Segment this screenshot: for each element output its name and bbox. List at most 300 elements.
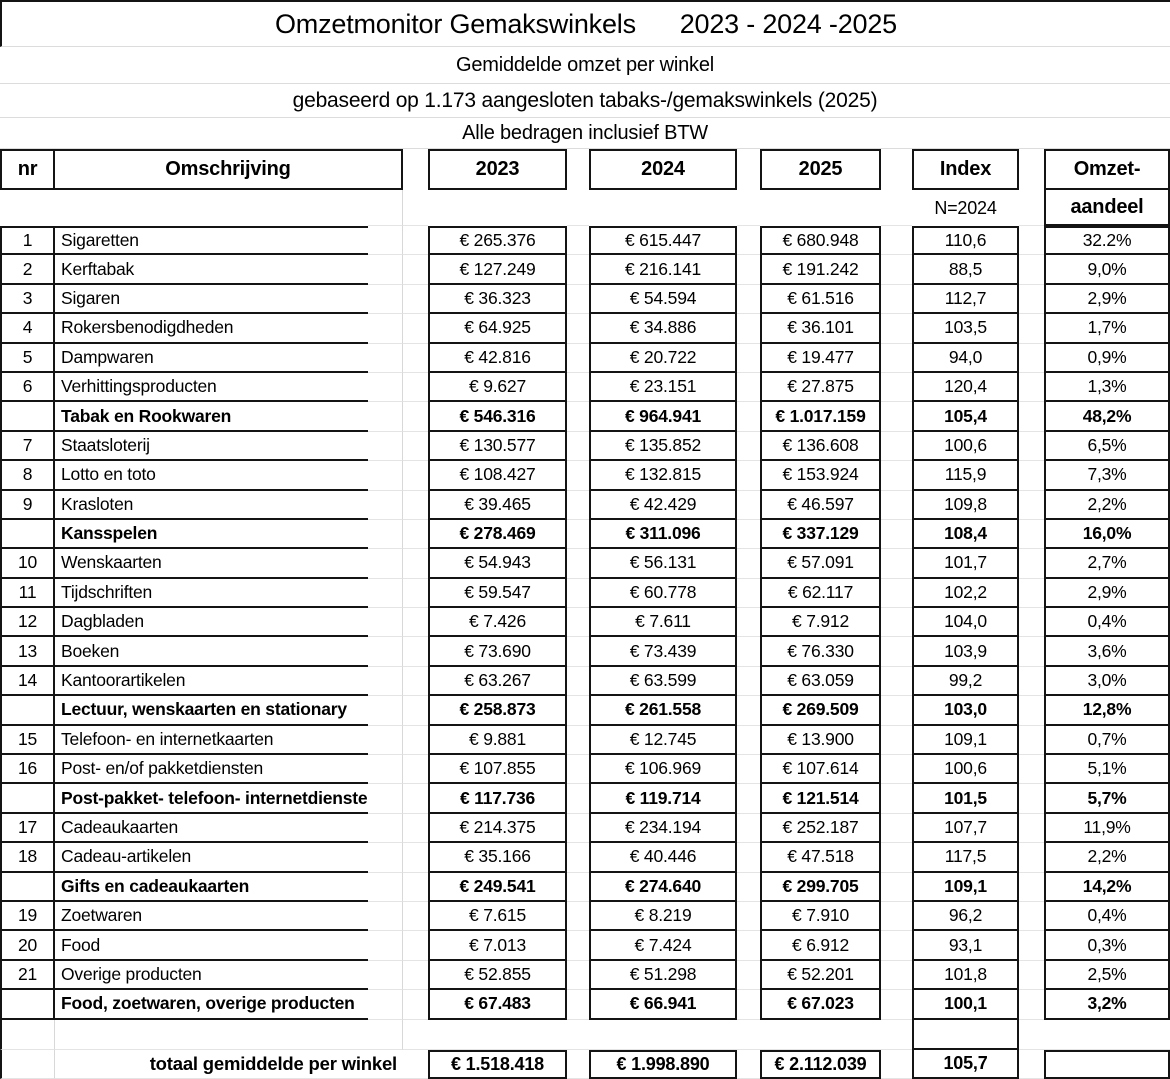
value-2025: € 1.017.159 (760, 402, 881, 431)
gridline-spacer (1019, 373, 1044, 402)
row-label-cell (55, 255, 368, 284)
row-label-cell (55, 843, 368, 872)
value-2024: € 615.447 (589, 226, 737, 255)
gridline-spacer (567, 314, 589, 343)
table-body (0, 226, 1170, 1020)
gridline-spacer (1019, 520, 1044, 549)
gridline-spacer (368, 344, 403, 373)
gridline-spacer (737, 520, 760, 549)
gridline-spacer (881, 520, 912, 549)
table-row (0, 491, 1170, 520)
share-value: 3,0% (1044, 667, 1170, 696)
gridline-spacer (737, 373, 760, 402)
row-label: Krasloten (61, 493, 134, 514)
gridline-spacer (1019, 873, 1044, 902)
share-value: 1,7% (1044, 314, 1170, 343)
index-value: 112,7 (912, 285, 1019, 314)
gridline-spacer (881, 402, 912, 431)
row-number: 5 (0, 344, 55, 373)
gridline-spacer (881, 696, 912, 725)
gridline-spacer (403, 285, 428, 314)
value-2023: € 39.465 (428, 491, 567, 520)
gridline-spacer (1019, 814, 1044, 843)
row-label-cell (55, 931, 368, 960)
gridline-spacer (403, 814, 428, 843)
gridline-spacer (737, 931, 760, 960)
table-row (0, 549, 1170, 578)
table-row (0, 667, 1170, 696)
value-2023: € 59.547 (428, 579, 567, 608)
index-value: 101,5 (912, 784, 1019, 813)
row-label: Lotto en toto (61, 464, 156, 485)
gridline-spacer (403, 1020, 428, 1050)
gridline-spacer (368, 285, 403, 314)
subheader-empty (0, 190, 368, 226)
share-value: 5,1% (1044, 755, 1170, 784)
table-row (0, 814, 1170, 843)
table-row (0, 314, 1170, 343)
gridline-spacer (881, 190, 912, 226)
row-label: Sigaren (61, 287, 120, 308)
subheader-empty (589, 190, 737, 226)
subheader-empty (428, 190, 567, 226)
value-2025: € 46.597 (760, 491, 881, 520)
table-row (0, 344, 1170, 373)
index-value: 105,4 (912, 402, 1019, 431)
gridline-spacer (403, 549, 428, 578)
row-label-cell (55, 461, 368, 490)
gridline-spacer (881, 843, 912, 872)
row-number: 3 (0, 285, 55, 314)
gridline-spacer (368, 549, 403, 578)
gridline-spacer (737, 843, 760, 872)
row-label-cell (55, 667, 368, 696)
value-2023: € 63.267 (428, 667, 567, 696)
value-2023: € 108.427 (428, 461, 567, 490)
value-2025: € 191.242 (760, 255, 881, 284)
gridline-spacer (1019, 226, 1044, 255)
table-row (0, 726, 1170, 755)
gridline-spacer (1019, 784, 1044, 813)
header-nr: nr (0, 149, 55, 190)
gridline-spacer (1019, 285, 1044, 314)
value-2023: € 127.249 (428, 255, 567, 284)
gridline-spacer (737, 1020, 760, 1050)
gridline-spacer (368, 696, 403, 725)
gridline-spacer (403, 402, 428, 431)
row-label-cell (55, 755, 368, 784)
share-value: 0,4% (1044, 902, 1170, 931)
header-2023: 2023 (428, 149, 567, 190)
gridline-spacer (737, 190, 760, 226)
gridline-spacer (737, 1050, 760, 1079)
table-row (0, 285, 1170, 314)
gridline-spacer (1019, 549, 1044, 578)
row-label-cell (55, 285, 368, 314)
value-2025: € 299.705 (760, 873, 881, 902)
value-2025: € 76.330 (760, 637, 881, 666)
gridline-spacer (567, 344, 589, 373)
value-2025: € 7.912 (760, 608, 881, 637)
gridline-spacer (1019, 637, 1044, 666)
row-label-cell (55, 696, 368, 725)
row-label-cell (55, 226, 368, 255)
gridline-spacer (567, 990, 589, 1019)
gridline-spacer (737, 902, 760, 931)
row-number (0, 520, 55, 549)
row-label-cell (55, 990, 368, 1019)
gridline-spacer (403, 608, 428, 637)
row-label-cell (55, 402, 368, 431)
value-2025: € 136.608 (760, 432, 881, 461)
index-value: 102,2 (912, 579, 1019, 608)
table-row (0, 755, 1170, 784)
index-value: 101,7 (912, 549, 1019, 578)
value-2025: € 680.948 (760, 226, 881, 255)
gridline-spacer (881, 1050, 912, 1079)
gridline-spacer (368, 579, 403, 608)
value-2024: € 132.815 (589, 461, 737, 490)
value-2024: € 54.594 (589, 285, 737, 314)
gridline-spacer (881, 314, 912, 343)
share-value: 16,0% (1044, 520, 1170, 549)
row-label: Staatsloterij (61, 434, 150, 455)
value-2024: € 261.558 (589, 696, 737, 725)
share-value: 1,3% (1044, 373, 1170, 402)
gridline-spacer (881, 990, 912, 1019)
gridline-spacer (881, 285, 912, 314)
gridline-spacer (737, 814, 760, 843)
page-title: Omzetmonitor Gemakswinkels 2023 - 2024 -2025 (0, 2, 1170, 47)
index-value: 109,8 (912, 491, 1019, 520)
table-row (0, 373, 1170, 402)
table-row (0, 931, 1170, 960)
gridline-spacer (368, 637, 403, 666)
gridline-spacer (368, 1020, 403, 1050)
gridline-spacer (1019, 579, 1044, 608)
share-value: 32.2% (1044, 226, 1170, 255)
value-2024: € 216.141 (589, 255, 737, 284)
value-2024: € 106.969 (589, 755, 737, 784)
gridline-spacer (368, 608, 403, 637)
row-number: 4 (0, 314, 55, 343)
gridline-spacer (881, 726, 912, 755)
share-value: 11,9% (1044, 814, 1170, 843)
value-2023: € 107.855 (428, 755, 567, 784)
gridline-spacer (881, 608, 912, 637)
gridline-spacer (1019, 1020, 1044, 1050)
gridline-spacer (881, 637, 912, 666)
table-row (0, 461, 1170, 490)
gridline-spacer (567, 637, 589, 666)
gridline-spacer (567, 667, 589, 696)
table-row (0, 255, 1170, 284)
index-value: 100,1 (912, 990, 1019, 1019)
gridline-spacer (403, 637, 428, 666)
row-number (0, 990, 55, 1019)
value-2024: € 119.714 (589, 784, 737, 813)
value-2025: € 269.509 (760, 696, 881, 725)
gridline-spacer (368, 931, 403, 960)
value-2025: € 252.187 (760, 814, 881, 843)
gridline-spacer (737, 726, 760, 755)
row-number: 7 (0, 432, 55, 461)
index-value: 99,2 (912, 667, 1019, 696)
row-label: Telefoon- en internetkaarten (61, 728, 274, 749)
gridline-spacer (881, 549, 912, 578)
gridline-spacer (403, 579, 428, 608)
value-2025: € 63.059 (760, 667, 881, 696)
gridline-spacer (737, 491, 760, 520)
row-label: Boeken (61, 640, 120, 661)
gridline-spacer (567, 549, 589, 578)
row-label-cell (55, 373, 368, 402)
gridline-spacer (368, 873, 403, 902)
subtitle-sample-note: gebaseerd op 1.173 aangesloten tabaks-/gemakswinkels (2025) (0, 84, 1170, 118)
gridline-spacer (1019, 726, 1044, 755)
row-label-cell (55, 579, 368, 608)
gridline-spacer (737, 667, 760, 696)
table-row (0, 873, 1170, 902)
value-2024: € 135.852 (589, 432, 737, 461)
gridline-spacer (881, 961, 912, 990)
gridline-spacer (403, 432, 428, 461)
share-value: 2,7% (1044, 549, 1170, 578)
gridline-spacer (567, 902, 589, 931)
header-index: Index (912, 149, 1019, 190)
gridline-spacer (737, 696, 760, 725)
row-label: Kerftabak (61, 258, 135, 279)
header-omzet: Omzet- (1044, 149, 1170, 190)
gridline-spacer (368, 814, 403, 843)
row-number: 12 (0, 608, 55, 637)
gridline-spacer (881, 1020, 912, 1050)
table-row (0, 608, 1170, 637)
share-value: 0,4% (1044, 608, 1170, 637)
index-value: 101,8 (912, 961, 1019, 990)
gridline-spacer (368, 902, 403, 931)
row-label-cell (55, 902, 368, 931)
gridline-spacer (737, 344, 760, 373)
header-spacer (403, 149, 428, 190)
header-aandeel: aandeel (1044, 190, 1170, 226)
gridline-spacer (368, 491, 403, 520)
row-number (0, 873, 55, 902)
gridline-spacer (1019, 902, 1044, 931)
share-value: 5,7% (1044, 784, 1170, 813)
row-label: Lectuur, wenskaarten en stationary (61, 699, 347, 720)
subheader-empty (760, 190, 881, 226)
gridline-spacer (403, 190, 428, 226)
gridline-spacer (567, 1050, 589, 1079)
total-value-2023: € 1.518.418 (428, 1050, 567, 1079)
gridline-spacer (567, 784, 589, 813)
index-value: 107,7 (912, 814, 1019, 843)
gridline-spacer (567, 755, 589, 784)
index-value: 103,9 (912, 637, 1019, 666)
value-2024: € 63.599 (589, 667, 737, 696)
row-number: 10 (0, 549, 55, 578)
gridline-spacer (737, 608, 760, 637)
gridline-spacer (567, 461, 589, 490)
gridline-spacer (403, 931, 428, 960)
value-2025: € 61.516 (760, 285, 881, 314)
gridline-spacer (403, 344, 428, 373)
share-value: 3,2% (1044, 990, 1170, 1019)
value-2023: € 265.376 (428, 226, 567, 255)
gridline-spacer (881, 226, 912, 255)
value-2024: € 60.778 (589, 579, 737, 608)
table-row (0, 579, 1170, 608)
row-number: 15 (0, 726, 55, 755)
value-2024: € 40.446 (589, 843, 737, 872)
total-label: totaal gemiddelde per winkel (55, 1050, 403, 1079)
table-row (0, 990, 1170, 1019)
row-label: Rokersbenodigdheden (61, 317, 234, 338)
gridline-spacer (567, 726, 589, 755)
header-2025: 2025 (760, 149, 881, 190)
gridline-spacer (403, 696, 428, 725)
row-label-cell (55, 491, 368, 520)
value-2025: € 67.023 (760, 990, 881, 1019)
value-2024: € 311.096 (589, 520, 737, 549)
value-2023: € 35.166 (428, 843, 567, 872)
gridline-spacer (403, 902, 428, 931)
gridline-spacer (403, 491, 428, 520)
index-value: 100,6 (912, 755, 1019, 784)
gridline-spacer (368, 520, 403, 549)
share-value: 2,2% (1044, 491, 1170, 520)
gridline-spacer (403, 961, 428, 990)
gridline-spacer (881, 784, 912, 813)
gridline-spacer (737, 784, 760, 813)
gridline-spacer (403, 373, 428, 402)
row-number: 19 (0, 902, 55, 931)
value-2024: € 20.722 (589, 344, 737, 373)
row-label: Post-pakket- telefoon- internetdienste (61, 787, 368, 808)
index-value: 109,1 (912, 726, 1019, 755)
value-2024: € 23.151 (589, 373, 737, 402)
gridline-spacer (1019, 961, 1044, 990)
value-2023: € 54.943 (428, 549, 567, 578)
value-2023: € 130.577 (428, 432, 567, 461)
gridline-spacer (881, 902, 912, 931)
gridline-spacer (737, 255, 760, 284)
value-2025: € 36.101 (760, 314, 881, 343)
value-2024: € 51.298 (589, 961, 737, 990)
gridline-spacer (881, 373, 912, 402)
gridline-spacer (737, 990, 760, 1019)
row-label: Zoetwaren (61, 905, 142, 926)
gridline-spacer (737, 873, 760, 902)
value-2024: € 73.439 (589, 637, 737, 666)
header-2024: 2024 (589, 149, 737, 190)
value-2025: € 121.514 (760, 784, 881, 813)
value-2023: € 7.426 (428, 608, 567, 637)
header-omschrijving: Omschrijving (55, 149, 403, 190)
share-value: 14,2% (1044, 873, 1170, 902)
share-value: 2,5% (1044, 961, 1170, 990)
gridline-spacer (368, 726, 403, 755)
row-label: Post- en/of pakketdiensten (61, 758, 264, 779)
value-2024: € 7.611 (589, 608, 737, 637)
share-value: 2,9% (1044, 285, 1170, 314)
value-2023: € 36.323 (428, 285, 567, 314)
gridline-spacer (737, 961, 760, 990)
share-value: 2,9% (1044, 579, 1170, 608)
value-2023: € 9.627 (428, 373, 567, 402)
value-2023: € 42.816 (428, 344, 567, 373)
table-subheader-row (0, 190, 1170, 226)
gridline-spacer (1019, 931, 1044, 960)
gridline-spacer (881, 491, 912, 520)
gridline-spacer (881, 579, 912, 608)
gridline-spacer (1019, 461, 1044, 490)
value-2024: € 8.219 (589, 902, 737, 931)
value-2025: € 62.117 (760, 579, 881, 608)
gridline-spacer (737, 549, 760, 578)
gridline-spacer (403, 461, 428, 490)
gridline-spacer (567, 285, 589, 314)
gridline-spacer (881, 461, 912, 490)
table-header-row (0, 149, 1170, 190)
gridline-spacer (368, 314, 403, 343)
value-2024: € 66.941 (589, 990, 737, 1019)
gridline-spacer (567, 226, 589, 255)
empty-value-cell (760, 1020, 881, 1050)
row-label: Verhittingsproducten (61, 376, 217, 397)
row-number (0, 784, 55, 813)
gridline-spacer (567, 255, 589, 284)
value-2025: € 27.875 (760, 373, 881, 402)
gridline-spacer (737, 314, 760, 343)
row-label: Sigaretten (61, 230, 139, 251)
share-value: 2,2% (1044, 843, 1170, 872)
subtitle-average-revenue: Gemiddelde omzet per winkel (0, 47, 1170, 84)
row-label-cell (55, 432, 368, 461)
row-number (0, 696, 55, 725)
share-value: 12,8% (1044, 696, 1170, 725)
share-value: 3,6% (1044, 637, 1170, 666)
header-index-note: N=2024 (934, 197, 997, 218)
row-label: Gifts en cadeaukaarten (61, 875, 250, 896)
gridline-spacer (368, 402, 403, 431)
gridline-spacer (881, 344, 912, 373)
gridline-spacer (403, 314, 428, 343)
index-value: 94,0 (912, 344, 1019, 373)
table-row (0, 696, 1170, 725)
value-2023: € 249.541 (428, 873, 567, 902)
gridline-spacer (1019, 402, 1044, 431)
gridline-spacer (1019, 491, 1044, 520)
row-label: Food (61, 934, 101, 955)
row-label: Food, zoetwaren, overige producten (61, 993, 355, 1014)
table-row (0, 902, 1170, 931)
row-label-cell (55, 814, 368, 843)
subtitle-vat-note: Alle bedragen inclusief BTW (0, 118, 1170, 149)
gridline-spacer (567, 873, 589, 902)
total-nr-cell (0, 1050, 55, 1079)
row-label-cell (55, 344, 368, 373)
gridline-spacer (1019, 1050, 1044, 1079)
row-label-cell (55, 608, 368, 637)
row-label-cell (55, 873, 368, 902)
value-2023: € 9.881 (428, 726, 567, 755)
row-number: 21 (0, 961, 55, 990)
gridline-spacer (368, 226, 403, 255)
gridline-spacer (567, 814, 589, 843)
gridline-spacer (567, 190, 589, 226)
